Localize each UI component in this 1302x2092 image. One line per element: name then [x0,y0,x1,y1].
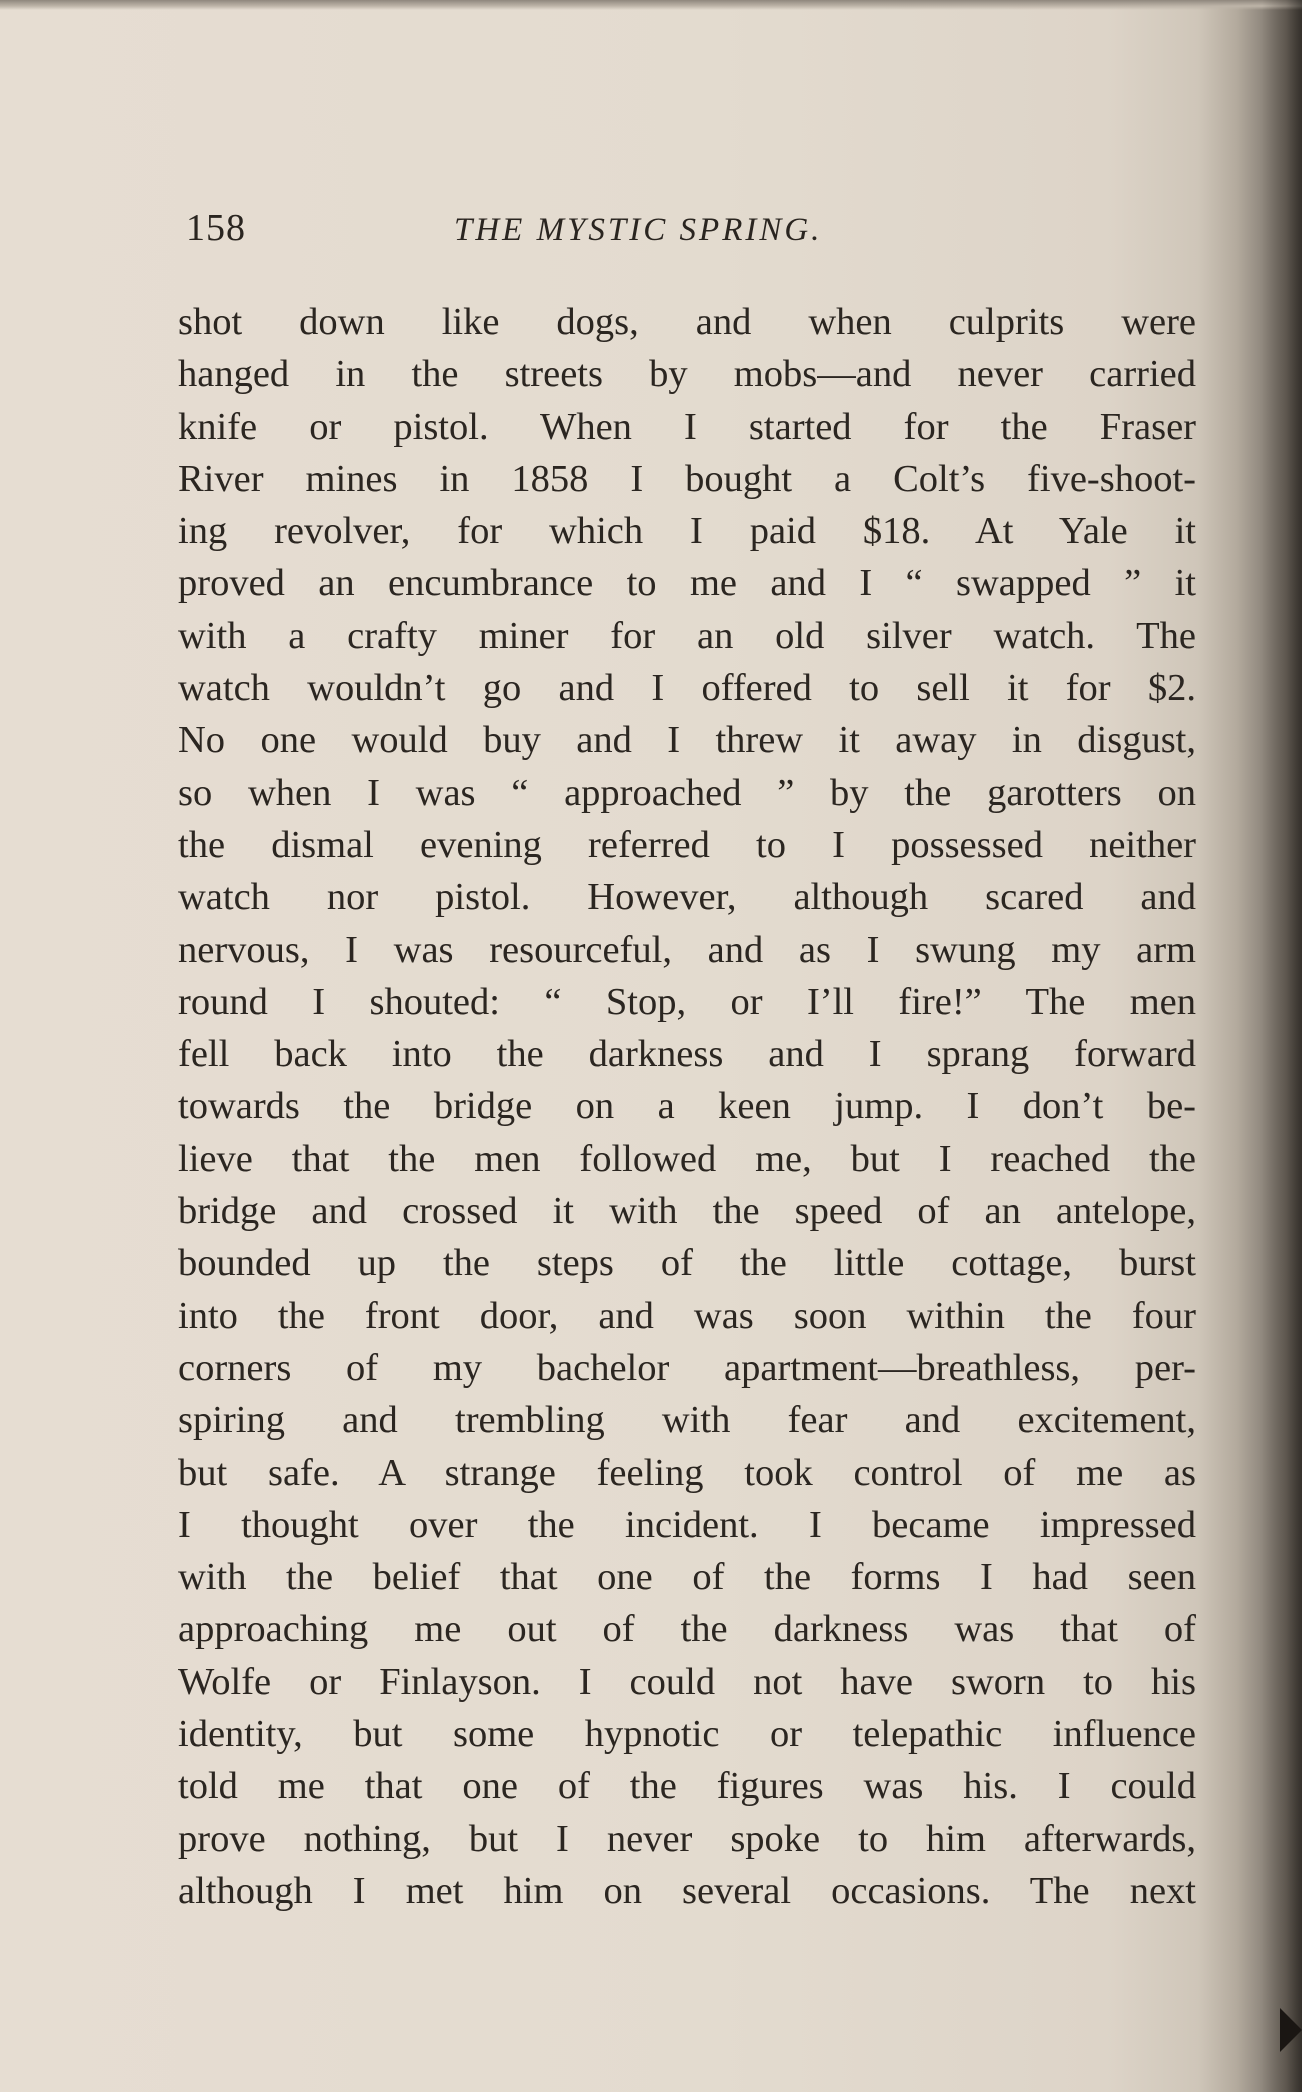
text-line: spiring and trembling with fear and excitement, [178,1399,1196,1442]
text-line: with a crafty miner for an old silver watch. The [178,614,1196,657]
running-title: THE MYSTIC SPRING. [454,212,823,248]
text-line: lieve that the men followed me, but I reached the [178,1137,1196,1180]
running-header [0,206,1302,266]
page-number: 158 [186,207,246,249]
text-line: hanged in the streets by mobs—and never carried [178,353,1196,396]
text-line: I thought over the incident. I became impressed [178,1503,1196,1546]
text-line: bounded up the steps of the little cottage, burst [178,1242,1196,1285]
text-line: so when I was “ approached ” by the garotters on [178,771,1196,814]
body-text [178,296,1196,1917]
text-line: ing revolver, for which I paid $18. At Yale it [178,510,1196,553]
text-line: knife or pistol. When I started for the Fraser [178,405,1196,448]
text-line: bridge and crossed it with the speed of an antelope, [178,1190,1196,1233]
text-line: identity, but some hypnotic or telepathic influence [178,1713,1196,1756]
text-line: watch wouldn’t go and I offered to sell it for $2. [178,667,1196,710]
text-line: River mines in 1858 I bought a Colt’s five-shoot- [178,457,1196,500]
text-line: with the belief that one of the forms I had seen [178,1556,1196,1599]
text-line: but safe. A strange feeling took control of me as [178,1451,1196,1494]
text-line: fell back into the darkness and I sprang forward [178,1033,1196,1076]
text-line: shot down like dogs, and when culprits were [178,301,1196,343]
text-line: proved an encumbrance to me and I “ swapped ” it [178,562,1196,605]
text-line: prove nothing, but I never spoke to him afterwards, [178,1817,1196,1860]
text-line: Wolfe or Finlayson. I could not have sworn to his [178,1660,1196,1703]
text-line: towards the bridge on a keen jump. I don’t be- [178,1085,1196,1128]
text-line: approaching me out of the darkness was that of [178,1608,1196,1651]
spine-shadow [1262,0,1302,2092]
text-line: watch nor pistol. However, although scared and [178,876,1196,919]
corner-tab-mark [1280,2008,1302,2052]
text-line: told me that one of the figures was his. I could [178,1765,1196,1808]
text-line: nervous, I was resourceful, and as I swung my arm [178,928,1196,971]
text-line: although I met him on several occasions. The next [178,1869,1196,1912]
text-line: the dismal evening referred to I possessed neither [178,823,1196,866]
page-top-edge [0,0,1302,10]
text-line: No one would buy and I threw it away in disgust, [178,719,1196,762]
text-line: corners of my bachelor apartment—breathless, per- [178,1346,1196,1389]
text-line: into the front door, and was soon within the four [178,1294,1196,1337]
text-line: round I shouted: “ Stop, or I’ll fire!” The men [178,980,1196,1023]
